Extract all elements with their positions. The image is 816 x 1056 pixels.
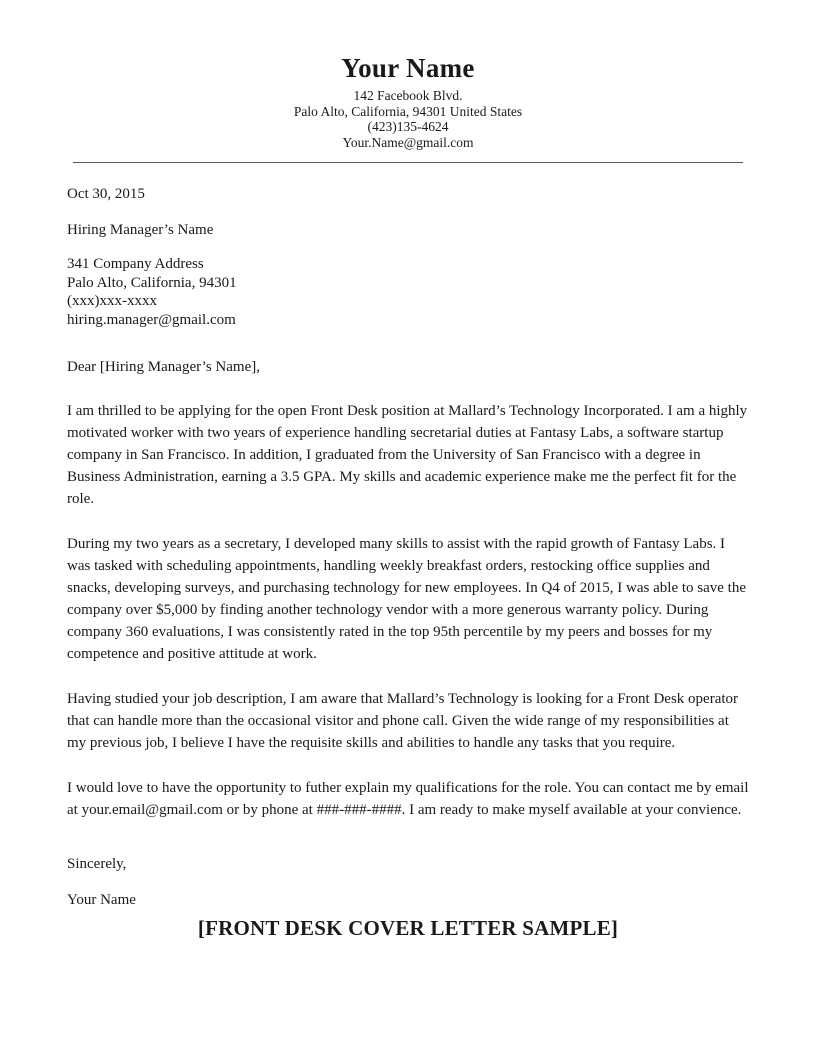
letter-paragraph: I am thrilled to be applying for the open Front Desk position at Mallard’s Technology Incorporated. I am a highly motivated worker with two years of experience handling secretarial duties at Fantasy Labs, a software startup company in San Francisco. In addition, I graduated from the University of San Francisco with a degree in Business Administration, earning a 3.5 GPA. My skills and academic experience make me the perfect fit for the role. — [67, 403, 748, 508]
applicant-phone: (423)135-4624 — [367, 119, 449, 135]
recipient-city-state-zip: Palo Alto, California, 94301 — [67, 274, 237, 291]
letter-paragraph: Having studied your job description, I am aware that Mallard’s Technology is looking for a Front Desk operator that can handle more than the occasional visitor and phone call. Given the wide range of my responsibilities at my previous job, I believe I have the requisite skills and abilities to handle any tasks that you require. — [67, 691, 739, 752]
sample-footer-label: [FRONT DESK COVER LETTER SAMPLE] — [197, 916, 619, 941]
letter-paragraph: During my two years as a secretary, I developed many skills to assist with the rapid growth of Fantasy Labs. I was tasked with scheduling appointments, handling weekly breakfast orders, restocking office supplies and snacks, developing surveys, and purchasing technology for new employees. In Q4 of 2015, I was able to save the company over $5,000 by finding another technology vendor with a more generous warranty policy. During company 360 evaluations, I was consistently rated in the top 95th percentile by my peers and bosses for my competence and positive attitude at work. — [67, 536, 746, 663]
applicant-city-state-zip: Palo Alto, California, 94301 United States — [293, 103, 523, 119]
salutation: Dear [Hiring Manager’s Name], — [67, 359, 260, 376]
signature-name: Your Name — [67, 892, 136, 909]
recipient-phone: (xxx)xxx-xxxx — [67, 293, 157, 310]
applicant-street: 142 Facebook Blvd. — [353, 88, 463, 104]
recipient-street: 341 Company Address — [67, 256, 204, 273]
applicant-name: Your Name — [341, 53, 475, 83]
letter-body — [0, 183, 816, 940]
closing-salutation: Sincerely, — [67, 856, 127, 873]
letter-date: Oct 30, 2015 — [67, 186, 145, 203]
hiring-manager-name-line: Hiring Manager’s Name — [67, 222, 214, 239]
recipient-address-block — [67, 255, 749, 329]
recipient-email: hiring.manager@gmail.com — [67, 311, 236, 328]
header-divider — [73, 162, 743, 163]
applicant-contact-block — [0, 88, 816, 150]
letter-paragraph: I would love to have the opportunity to futher explain my qualifications for the role. You can contact me by email at your.email@gmail.com or by phone at ###-###-####. I am ready to make myself available at your convience. — [67, 780, 749, 819]
letterhead — [0, 0, 816, 150]
applicant-email: Your.Name@gmail.com — [342, 134, 474, 150]
letter-paragraphs — [67, 400, 749, 821]
